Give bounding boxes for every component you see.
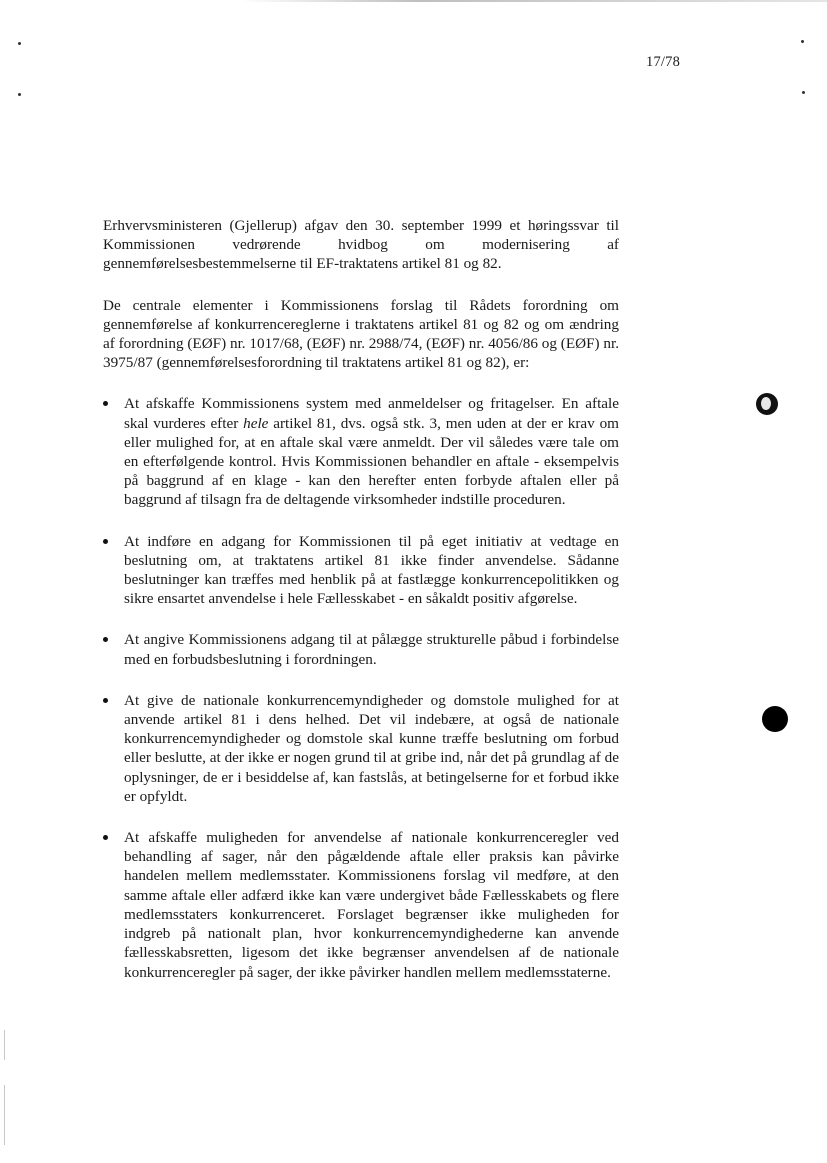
- bullet-item: [103, 828, 619, 982]
- bullet-item: [103, 394, 619, 509]
- document-body: [103, 216, 619, 1004]
- scan-margin-line: [4, 1030, 5, 1060]
- bullet-text: At afskaffe Kommissionens system med anmeldelser og fritagelser. En aftale skal vurderes efter: [124, 395, 619, 432]
- bullet-icon: [103, 698, 108, 703]
- scan-speck: [802, 91, 805, 94]
- bullet-icon: [103, 835, 108, 840]
- scan-margin-line: [4, 1085, 5, 1145]
- bullet-list: [103, 394, 619, 981]
- scan-speck: [18, 93, 21, 96]
- scan-edge: [240, 0, 827, 2]
- bullet-text: At angive Kommissionens adgang til at pålægge strukturelle påbud i forbindelse med en forbudsbeslutning i forordningen.: [124, 631, 619, 668]
- bullet-icon: [103, 539, 108, 544]
- bullet-item: [103, 630, 619, 668]
- bullet-text: artikel 81, dvs. også stk. 3, men uden at der er krav om eller mulighed for, at en aftale skal være anmeldt. Der vil således være tale om en efterfølgende kontrol. Hvis Kommissionen behandler en aftale - eksempelvis på baggrund af en klage - kan den herefter enten forbyde aftalen eller på baggrund af tilsagn fra de deltagende virksomheder indstille proceduren.: [124, 414, 619, 509]
- punch-hole-icon: [762, 706, 788, 732]
- page-number: 17/78: [646, 54, 681, 70]
- paragraph: Erhvervsministeren (Gjellerup) afgav den 30. september 1999 et høringssvar til Kommissionen vedrørende hvidbog om modernisering af gennemførelsesbestemmelserne til EF-traktatens artikel 81 og 82.: [103, 217, 619, 273]
- paragraph: De centrale elementer i Kommissionens forslag til Rådets forordning om gennemførelse af konkurrencereglerne i traktatens artikel 81 og 82 og om ændring af forordning (EØF) nr. 1017/68, (EØF) nr. 2988/74, (EØF) nr. 4056/86 og (EØF) nr. 3975/87 (gennemførelsesforordning til traktatens artikel 81 og 82), er:: [103, 296, 619, 372]
- bullet-text: At afskaffe muligheden for anvendelse af nationale konkurrenceregler ved behandling af sager, når den pågældende aftale eller praksis kan påvirke handelen mellem medlemsstater. Kommissionens forslag vil medføre, at den samme aftale eller adfærd ikke kan være undergivet både Fællesskabets og flere medlemsstaters konkurrenceret. Forslaget begrænser ikke muligheden for indgreb på nationalt plan, hvor konkurrencemyndighederne kan anvende fællesskabsretten, ligesom det ikke begrænser anvendelsen af de nationale konkurrenceregler på sager, der ikke påvirker handlen mellem medlemsstaterne.: [124, 829, 619, 981]
- bullet-item: [103, 691, 619, 806]
- scan-speck: [18, 42, 21, 45]
- bullet-text: At indføre en adgang for Kommissionen til på eget initiativ at vedtage en beslutning om, at traktatens artikel 81 ikke finder anvendelse. Sådanne beslutninger kan træffes med henblik på at fastlægge konkurrencepolitikken og sikre ensartet anvendelse i hele Fællesskabet - en såkaldt positiv afgørelse.: [124, 532, 619, 608]
- bullet-icon: [103, 637, 108, 642]
- bullet-emphasis: hele: [243, 414, 269, 432]
- bullet-item: [103, 532, 619, 609]
- punch-hole-icon: [756, 393, 778, 415]
- bullet-text: At give de nationale konkurrencemyndigheder og domstole mulighed for at anvende artikel 81 i dens helhed. Det vil indebære, at også de nationale konkurrencemyndigheder og domstole skal kunne træffe beslutning om forbud eller beslutte, at der ikke er nogen grund til at gribe ind, når det på grundlag af de oplysninger, de er i besiddelse af, kan fastslås, at betingelserne for et forbud ikke er opfyldt.: [124, 691, 619, 805]
- bullet-icon: [103, 401, 108, 406]
- scan-speck: [801, 40, 804, 43]
